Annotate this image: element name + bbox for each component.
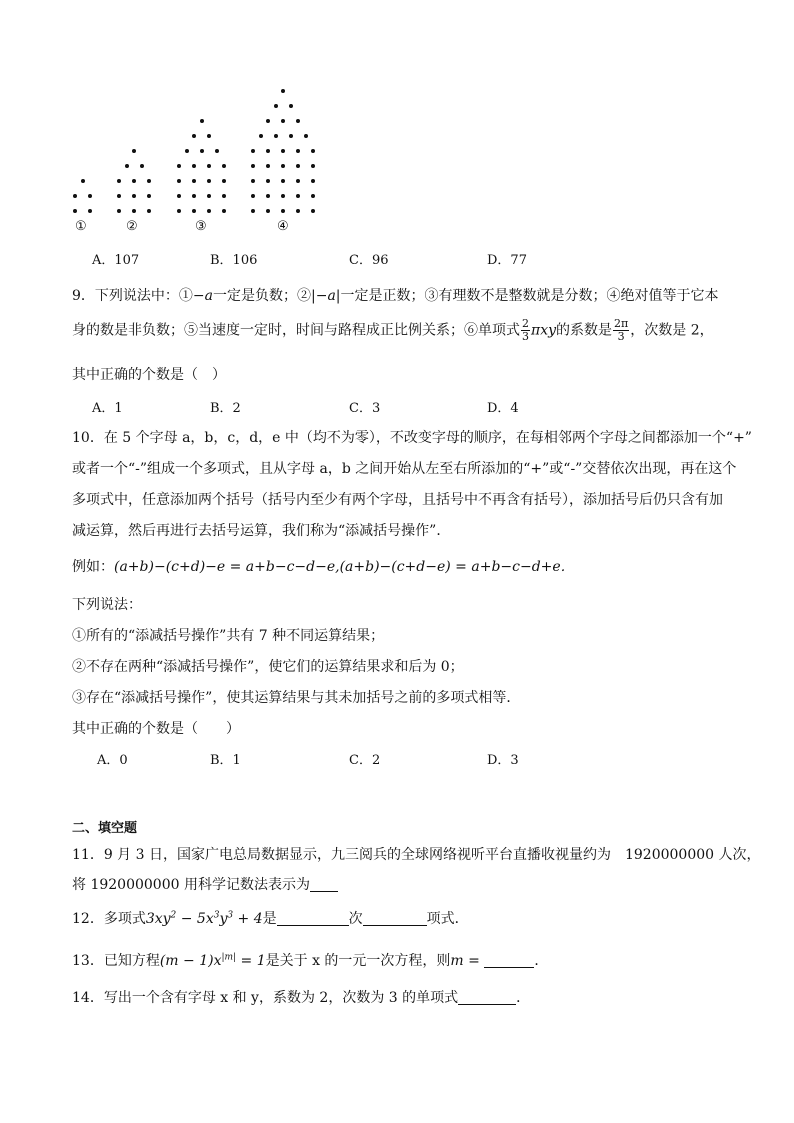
dot-figure-4 [259, 134, 263, 138]
q9-expr-abs-neg-a: |−a| [311, 288, 341, 304]
dot-figure-2 [132, 179, 136, 183]
dot-figure-4 [281, 209, 285, 213]
dot-figure-3 [177, 179, 181, 183]
dot-figure-2 [117, 194, 121, 198]
dot-figure-4 [296, 149, 300, 153]
q9-expr-pixy: πxy [531, 322, 557, 339]
figure-label-2: ② [126, 219, 138, 234]
q9-option-c: C．3 [349, 401, 381, 416]
dot-figure-3 [192, 194, 196, 198]
q9-text-a: 9．下列说法中：① [72, 288, 193, 304]
q13-suffix: ． [534, 953, 549, 969]
q10-example-expr: (a+b)−(c+d)−e = a+b−c−d−e,(a+b)−(c+d−e) = a+b−c−d+e． [114, 559, 575, 575]
q11-line-2 [72, 874, 338, 894]
q11-line-1: 11．9 月 3 日，国家广电总局数据显示，九三阅兵的全球网络视听平台直播收视量约为 1920000000 人次， [72, 847, 761, 863]
dot-figure-3 [185, 149, 189, 153]
dot-figure-3 [177, 194, 181, 198]
dot-figure-2 [147, 194, 151, 198]
q12-polynomial: $3xy^2 - 5x^3y^3 + 4$ [145, 910, 263, 927]
dot-figure-4 [251, 149, 255, 153]
q14-line [72, 987, 530, 1007]
dot-figure-3 [177, 209, 181, 213]
dot-figure-3 [192, 179, 196, 183]
figure-label-1: ① [75, 219, 87, 234]
q12-terms-blank[interactable] [363, 911, 427, 926]
dot-figure-4 [266, 194, 270, 198]
q14-text: 14．写出一个含有字母 x 和 y，系数为 2，次数为 3 的单项式 [72, 990, 459, 1006]
dot-figure-4 [311, 209, 315, 213]
dot-figure-4 [311, 164, 315, 168]
q9-line-3: 其中正确的个数是（ ） [72, 367, 226, 383]
q10-statements-title: 下列说法： [72, 597, 142, 613]
q11-answer-blank[interactable] [310, 877, 338, 892]
dot-figure-4 [274, 134, 278, 138]
q9-option-b: B．2 [210, 401, 241, 416]
q13-prefix: 13．已知方程 [72, 953, 160, 969]
q10-option-b: B．1 [210, 753, 241, 768]
q8-option-d: D．77 [487, 253, 527, 268]
dot-figure-3 [192, 164, 196, 168]
q10-statement-2: ②不存在两种“添减括号操作”，使它们的运算结果求和后为 0； [72, 659, 464, 675]
q10-example [72, 556, 575, 576]
q10-statement-3: ③存在“添减括号操作”，使其运算结果与其未加括号之前的多项式相等． [72, 690, 521, 706]
dot-figure-3 [192, 134, 196, 138]
dot-figure-3 [207, 194, 211, 198]
figure-label-4: ④ [277, 219, 289, 234]
q13-line [72, 950, 548, 970]
q9-line-2 [72, 318, 714, 343]
dot-figure-2 [117, 209, 121, 213]
dot-figure-4 [296, 164, 300, 168]
q12-prefix: 12．多项式 [72, 911, 146, 927]
q12-suffix: 项式． [426, 911, 469, 927]
q10-line-2: 或者一个“-”组成一个多项式，且从字母 a，b 之间开始从左至右所添加的“+”或“-”交替依次出现，再在这个 [72, 461, 737, 477]
dot-figure-3 [207, 179, 211, 183]
dot-figure-4 [281, 119, 285, 123]
dot-figure-4 [311, 149, 315, 153]
q13-equation: $(m - 1)x^{|m|} = 1$ [159, 952, 266, 969]
dot-figure-3 [222, 194, 226, 198]
dot-figure-2 [147, 179, 151, 183]
q10-ask: 其中正确的个数是（ ） [72, 721, 240, 737]
q10-example-label: 例如： [72, 559, 114, 575]
q12-mid1: 是 [262, 911, 277, 927]
q10-option-d: D．3 [487, 753, 519, 768]
q12-line [72, 908, 469, 928]
dot-figure-4 [281, 149, 285, 153]
q11-text: 将 1920000000 用科学记数法表示为 [72, 877, 310, 893]
dot-figure-4 [296, 194, 300, 198]
dot-figure-2 [125, 164, 129, 168]
dot-figure-1 [73, 209, 77, 213]
dot-figure-3 [200, 119, 204, 123]
q9-text-b: 一定是负数；② [213, 288, 311, 304]
q9-expr-neg-a: −a [192, 288, 213, 304]
q10-line-1: 10．在 5 个字母 a，b，c，d，e 中（均不为零），不改变字母的顺序，在每相邻两个字母之间都添加一个“+” [72, 430, 752, 446]
dot-figure-4 [251, 179, 255, 183]
dot-figure-2 [132, 149, 136, 153]
dot-figure-4 [274, 104, 278, 108]
q13-mid: 是关于 x 的一元一次方程，则 [265, 953, 451, 969]
dot-figure-2 [140, 164, 144, 168]
dot-figure-3 [222, 209, 226, 213]
dot-figure-4 [266, 179, 270, 183]
q9-frac-2-3: $\frac{2}{3}$ [522, 317, 529, 343]
dot-figure-2 [117, 179, 121, 183]
dot-figure-3 [200, 149, 204, 153]
q8-option-a: A．107 [92, 253, 140, 268]
dot-figure-4 [266, 149, 270, 153]
dot-figure-1 [88, 194, 92, 198]
q10-line-4: 减运算，然后再进行去括号运算，我们称为“添减括号操作”． [72, 523, 451, 539]
dot-figure-4 [281, 164, 285, 168]
dot-figure-4 [296, 179, 300, 183]
dot-figure-4 [311, 194, 315, 198]
dot-figure-1 [88, 209, 92, 213]
q9-option-a: A．1 [92, 401, 123, 416]
q9-text-e: 的系数是 [556, 322, 613, 339]
section-heading-fill-in: 二、填空题 [72, 821, 138, 836]
dot-figure-3 [215, 149, 219, 153]
dot-figure-4 [266, 209, 270, 213]
dot-figure-4 [289, 104, 293, 108]
dot-figure-4 [311, 179, 315, 183]
q13-m-equals: m = [450, 953, 485, 969]
dot-figure-4 [304, 134, 308, 138]
dot-figure-2 [147, 209, 151, 213]
dot-figure-3 [207, 209, 211, 213]
dot-figure-4 [281, 194, 285, 198]
dot-figure-1 [81, 179, 85, 183]
q9-frac-2pi-3: $\frac{2\pi}{3}$ [614, 317, 629, 343]
dot-figure-4 [281, 89, 285, 93]
q13-answer-blank[interactable] [484, 953, 534, 968]
dot-figure-3 [207, 134, 211, 138]
q10-statement-1: ①所有的“添减括号操作”共有 7 种不同运算结果； [72, 628, 385, 644]
dot-figure-3 [177, 164, 181, 168]
dot-figure-4 [281, 179, 285, 183]
q12-degree-blank[interactable] [277, 911, 349, 926]
q14-answer-blank[interactable] [458, 990, 516, 1005]
q14-suffix: ． [516, 990, 531, 1006]
q8-option-b: B．106 [210, 253, 258, 268]
dot-figure-4 [296, 209, 300, 213]
q9-option-d: D．4 [487, 401, 519, 416]
q10-option-a: A．0 [97, 753, 128, 768]
dot-figure-4 [266, 164, 270, 168]
q9-text-c: 一定是正数；③有理数不是整数就是分数；④绝对值等于它本 [340, 288, 719, 304]
q10-line-3: 多项式中，任意添加两个括号（括号内至少有两个字母，且括号中不再含有括号），添加括号后仍只含有加 [72, 492, 723, 508]
dot-figure-3 [222, 179, 226, 183]
dot-figure-4 [266, 119, 270, 123]
figure-label-3: ③ [195, 219, 207, 234]
dot-figure-4 [251, 194, 255, 198]
dot-figure-4 [251, 209, 255, 213]
q9-text-d: 身的数是非负数；⑤当速度一定时，时间与路程成正比例关系；⑥单项式 [72, 322, 520, 339]
dot-figure-2 [132, 194, 136, 198]
dot-figure-4 [296, 119, 300, 123]
q9-line-1 [72, 285, 719, 305]
dot-figure-3 [222, 164, 226, 168]
q8-option-c: C．96 [349, 253, 389, 268]
dot-figure-4 [251, 164, 255, 168]
dot-figure-3 [192, 209, 196, 213]
dot-figure-1 [73, 194, 77, 198]
q12-mid2: 次 [348, 911, 363, 927]
dot-figure-3 [207, 164, 211, 168]
dot-figure-4 [289, 134, 293, 138]
q9-text-f: ，次数是 2， [630, 322, 714, 339]
q10-option-c: C．2 [349, 753, 381, 768]
dot-figure-2 [132, 209, 136, 213]
